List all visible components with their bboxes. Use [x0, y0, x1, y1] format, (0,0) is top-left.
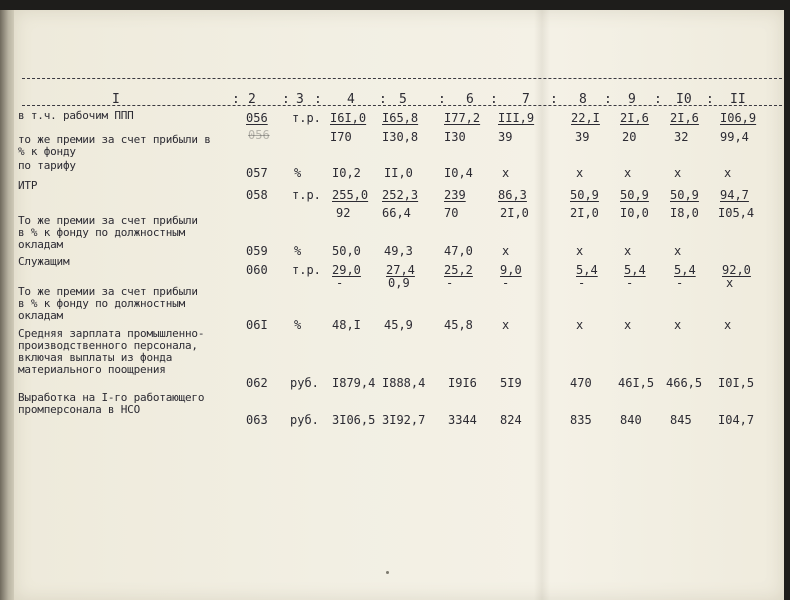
value: II,0 [384, 166, 413, 180]
value: - [446, 276, 454, 290]
value: I0,4 [444, 166, 473, 180]
col-sep: : [706, 92, 714, 107]
row-label-bonus-salary: То же премии за счет прибыли в % к фонду по должностным окладам [18, 285, 198, 322]
col-sep: : [550, 92, 558, 107]
value: 20 [622, 130, 637, 144]
unit: т.р. [292, 188, 321, 202]
row-code: 058 [246, 188, 268, 202]
value: 2I,0 [500, 206, 529, 220]
col-sep: : [379, 92, 387, 107]
value: 92,0 [722, 263, 751, 277]
col-sep: : [232, 92, 240, 107]
value: 48,I [332, 318, 361, 332]
value: 39 [575, 130, 590, 144]
row-code: 063 [246, 413, 268, 427]
value: 470 [570, 376, 592, 390]
value: x [624, 166, 632, 180]
col-sep: : [654, 92, 662, 107]
row-label-avg-salary: Средняя зарплата промышленно- производственного персонала, включая выплаты из фонда материального поощрения [18, 327, 205, 376]
header-rule-top [22, 78, 782, 79]
value: x [674, 244, 682, 258]
value: x [724, 166, 732, 180]
value: 32 [674, 130, 689, 144]
value: 239 [444, 188, 466, 202]
value: I879,4 [332, 376, 376, 390]
value: - [336, 276, 344, 290]
value: 29,0 [332, 263, 361, 277]
col-header-6: 6 [466, 92, 474, 107]
unit: руб. [290, 376, 319, 390]
value: x [502, 166, 510, 180]
value: 94,7 [720, 188, 749, 202]
col-header-8: 8 [579, 92, 587, 107]
value: III,9 [498, 111, 535, 125]
value: x [724, 318, 732, 332]
col-sep: : [490, 92, 498, 107]
value: 840 [620, 413, 642, 427]
value: 45,9 [384, 318, 413, 332]
value: I6I,0 [330, 111, 367, 125]
col-header-1: I [112, 92, 120, 107]
col-header-7: 7 [522, 92, 530, 107]
value: 255,0 [332, 188, 369, 202]
paper-fold [534, 10, 550, 600]
row-code-ghost: 056 [248, 128, 270, 142]
value: - [676, 276, 684, 290]
col-sep: : [604, 92, 612, 107]
value: I04,7 [718, 413, 755, 427]
row-code: 060 [246, 263, 268, 277]
value: - [626, 276, 634, 290]
value: I65,8 [382, 111, 419, 125]
value: 3344 [448, 413, 477, 427]
value: - [578, 276, 586, 290]
value: I05,4 [718, 206, 755, 220]
value: I9I6 [448, 376, 477, 390]
value: 466,5 [666, 376, 703, 390]
value: 27,4 [386, 263, 415, 277]
unit: % [294, 318, 302, 332]
value: I77,2 [444, 111, 481, 125]
value: 5I9 [500, 376, 522, 390]
value: I30,8 [382, 130, 419, 144]
value: x [576, 318, 584, 332]
row-label-employees: Служащим [18, 255, 70, 268]
value: 824 [500, 413, 522, 427]
value: 50,9 [620, 188, 649, 202]
value: 86,3 [498, 188, 527, 202]
value: I0I,5 [718, 376, 755, 390]
unit: % [294, 244, 302, 258]
value: I0,2 [332, 166, 361, 180]
col-header-11: II [730, 92, 746, 107]
value: x [624, 244, 632, 258]
unit: руб. [290, 413, 319, 427]
value: 835 [570, 413, 592, 427]
value: 46I,5 [618, 376, 655, 390]
value: I30 [444, 130, 466, 144]
value: 2I,6 [620, 111, 649, 125]
row-code: 06I [246, 318, 268, 332]
value: I06,9 [720, 111, 757, 125]
value: x [502, 318, 510, 332]
value: 2I,0 [570, 206, 599, 220]
value: x [576, 166, 584, 180]
row-label-output: Выработка на I-го работающего промперсонала в НСО [18, 391, 205, 416]
value: I70 [330, 130, 352, 144]
value: 0,9 [388, 276, 410, 290]
value: 99,4 [720, 130, 749, 144]
col-header-4: 4 [347, 92, 355, 107]
value: 70 [444, 206, 459, 220]
value: 2I,6 [670, 111, 699, 125]
value: 50,0 [332, 244, 361, 258]
value: 92 [336, 206, 351, 220]
col-sep: : [282, 92, 290, 107]
col-header-2: 2 [248, 92, 256, 107]
value: 45,8 [444, 318, 473, 332]
value: x [674, 318, 682, 332]
value: I888,4 [382, 376, 426, 390]
value: x [726, 276, 734, 290]
col-sep: : [438, 92, 446, 107]
col-sep: : [314, 92, 322, 107]
value: 66,4 [382, 206, 411, 220]
value: I8,0 [670, 206, 699, 220]
row-label-by-tariff: по тарифу [18, 159, 76, 172]
value: x [576, 244, 584, 258]
value: 39 [498, 130, 513, 144]
value: x [502, 244, 510, 258]
row-code: 062 [246, 376, 268, 390]
value: 3I06,5 [332, 413, 376, 427]
value: 22,I [571, 111, 600, 125]
row-code: 057 [246, 166, 268, 180]
row-code: 059 [246, 244, 268, 258]
row-label-bonus-salary: То же премии за счет прибыли в % к фонду по должностным окладам [18, 214, 198, 251]
row-code: 056 [246, 111, 268, 125]
col-header-3: 3 [296, 92, 304, 107]
page-edge-strip [0, 10, 14, 600]
unit: т.р. [292, 111, 321, 125]
col-header-10: I0 [676, 92, 692, 107]
value: 25,2 [444, 263, 473, 277]
paper-speck [386, 571, 389, 574]
value: 5,4 [576, 263, 598, 277]
value: 50,9 [670, 188, 699, 202]
value: I0,0 [620, 206, 649, 220]
value: x [674, 166, 682, 180]
row-label-itr: ИТР [18, 179, 38, 192]
col-header-9: 9 [628, 92, 636, 107]
value: 9,0 [500, 263, 522, 277]
value: x [624, 318, 632, 332]
value: 3I92,7 [382, 413, 426, 427]
value: - [502, 276, 510, 290]
value: 5,4 [624, 263, 646, 277]
col-header-5: 5 [399, 92, 407, 107]
unit: т.р. [292, 263, 321, 277]
value: 252,3 [382, 188, 419, 202]
unit: % [294, 166, 302, 180]
row-label-workers-ppp: в т.ч. рабочим ППП [18, 109, 134, 122]
value: 50,9 [570, 188, 599, 202]
value: 47,0 [444, 244, 473, 258]
value: 5,4 [674, 263, 696, 277]
value: 49,3 [384, 244, 413, 258]
row-label-bonus-fund: то же премии за счет прибыли в % к фонду [18, 133, 211, 158]
document-page [14, 10, 784, 600]
value: 845 [670, 413, 692, 427]
